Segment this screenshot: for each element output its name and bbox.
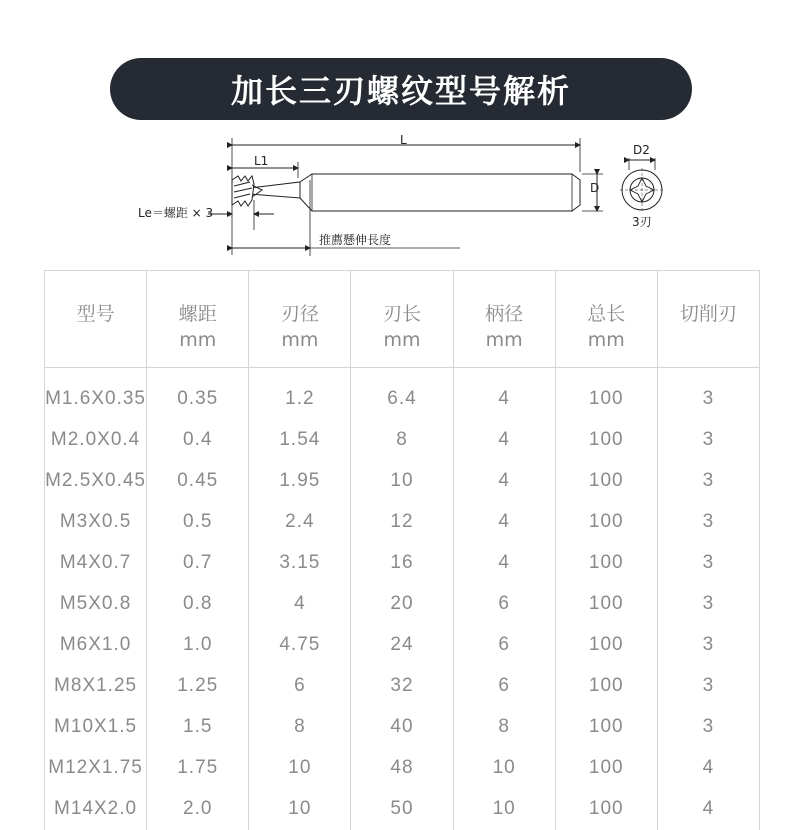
cell-model: M2.5X0.45 xyxy=(45,461,147,502)
cell-overall-length: 100 xyxy=(555,625,657,666)
cell-cutting-length: 20 xyxy=(351,584,453,625)
cell-flutes: 3 xyxy=(657,625,759,666)
cell-cutting-diameter: 1.54 xyxy=(249,420,351,461)
cell-overall-length: 100 xyxy=(555,707,657,748)
cell-cutting-diameter: 2.4 xyxy=(249,502,351,543)
cell-shank-diameter: 4 xyxy=(453,368,555,420)
cell-cutting-length: 16 xyxy=(351,543,453,584)
cell-pitch: 0.35 xyxy=(147,368,249,420)
thread-head-icon xyxy=(232,176,262,206)
cell-pitch: 0.7 xyxy=(147,543,249,584)
cell-shank-diameter: 4 xyxy=(453,420,555,461)
label-flute-count: 3刃 xyxy=(632,216,652,228)
cell-flutes: 3 xyxy=(657,368,759,420)
cell-overall-length: 100 xyxy=(555,748,657,789)
label-shank-diameter: D xyxy=(590,182,599,194)
cell-cutting-length: 32 xyxy=(351,666,453,707)
cell-pitch: 0.5 xyxy=(147,502,249,543)
cell-cutting-diameter: 4 xyxy=(249,584,351,625)
page-title: 加长三刃螺纹型号解析 xyxy=(231,66,571,112)
cell-cutting-length: 48 xyxy=(351,748,453,789)
table-row xyxy=(45,666,760,707)
cell-model: M8X1.25 xyxy=(45,666,147,707)
cell-pitch: 0.8 xyxy=(147,584,249,625)
table-row xyxy=(45,625,760,666)
cell-cutting-diameter: 1.95 xyxy=(249,461,351,502)
label-recommended-reach: 推薦懸伸長度 xyxy=(319,234,391,246)
cell-flutes: 3 xyxy=(657,543,759,584)
table-row xyxy=(45,543,760,584)
cell-flutes: 3 xyxy=(657,707,759,748)
table-row xyxy=(45,789,760,830)
table-row xyxy=(45,502,760,543)
cell-overall-length: 100 xyxy=(555,666,657,707)
col-header-cutting-diameter: 刃径 mm xyxy=(249,271,351,368)
cell-shank-diameter: 4 xyxy=(453,502,555,543)
col-header-shank-diameter: 柄径 mm xyxy=(453,271,555,368)
col-header-model: 型号 xyxy=(45,271,147,368)
cell-pitch: 1.5 xyxy=(147,707,249,748)
cell-flutes: 3 xyxy=(657,461,759,502)
cell-cutting-diameter: 10 xyxy=(249,748,351,789)
cell-overall-length: 100 xyxy=(555,584,657,625)
col-header-overall-length: 总长 mm xyxy=(555,271,657,368)
cell-model: M3X0.5 xyxy=(45,502,147,543)
cell-cutting-length: 40 xyxy=(351,707,453,748)
label-overall-length: L xyxy=(400,134,407,146)
cell-model: M14X2.0 xyxy=(45,789,147,830)
cell-flutes: 3 xyxy=(657,584,759,625)
cell-flutes: 3 xyxy=(657,420,759,461)
cell-cutting-length: 6.4 xyxy=(351,368,453,420)
cell-cutting-diameter: 8 xyxy=(249,707,351,748)
table-body xyxy=(45,368,760,830)
cell-model: M2.0X0.4 xyxy=(45,420,147,461)
cell-overall-length: 100 xyxy=(555,420,657,461)
cell-cutting-diameter: 4.75 xyxy=(249,625,351,666)
label-flute-length: L1 xyxy=(254,155,268,167)
cell-pitch: 1.75 xyxy=(147,748,249,789)
cell-shank-diameter: 4 xyxy=(453,543,555,584)
cell-shank-diameter: 6 xyxy=(453,584,555,625)
cell-cutting-length: 8 xyxy=(351,420,453,461)
cell-shank-diameter: 6 xyxy=(453,625,555,666)
cell-cutting-length: 12 xyxy=(351,502,453,543)
cell-shank-diameter: 8 xyxy=(453,707,555,748)
cell-pitch: 0.45 xyxy=(147,461,249,502)
cell-pitch: 2.0 xyxy=(147,789,249,830)
cell-model: M1.6X0.35 xyxy=(45,368,147,420)
spec-table xyxy=(44,270,760,830)
cell-cutting-length: 24 xyxy=(351,625,453,666)
end-view-icon xyxy=(620,158,664,212)
cell-cutting-diameter: 6 xyxy=(249,666,351,707)
table-row xyxy=(45,461,760,502)
cell-model: M10X1.5 xyxy=(45,707,147,748)
cell-cutting-diameter: 3.15 xyxy=(249,543,351,584)
cell-shank-diameter: 10 xyxy=(453,748,555,789)
cell-overall-length: 100 xyxy=(555,461,657,502)
table-row xyxy=(45,420,760,461)
cell-shank-diameter: 6 xyxy=(453,666,555,707)
cell-pitch: 0.4 xyxy=(147,420,249,461)
cell-overall-length: 100 xyxy=(555,543,657,584)
cell-flutes: 3 xyxy=(657,502,759,543)
cell-flutes: 4 xyxy=(657,748,759,789)
col-header-pitch: 螺距 mm xyxy=(147,271,249,368)
col-header-flutes: 切削刃 xyxy=(657,271,759,368)
cell-flutes: 3 xyxy=(657,666,759,707)
cell-model: M12X1.75 xyxy=(45,748,147,789)
col-header-cutting-length: 刃长 mm xyxy=(351,271,453,368)
table-row xyxy=(45,368,760,420)
table-row xyxy=(45,707,760,748)
cell-model: M6X1.0 xyxy=(45,625,147,666)
title-banner xyxy=(110,58,692,120)
table-row xyxy=(45,584,760,625)
label-cutting-diameter: D2 xyxy=(633,144,650,156)
cell-model: M4X0.7 xyxy=(45,543,147,584)
cell-overall-length: 100 xyxy=(555,368,657,420)
table-header-row xyxy=(45,271,760,368)
cell-pitch: 1.0 xyxy=(147,625,249,666)
cell-model: M5X0.8 xyxy=(45,584,147,625)
cell-pitch: 1.25 xyxy=(147,666,249,707)
cell-cutting-length: 50 xyxy=(351,789,453,830)
cell-shank-diameter: 10 xyxy=(453,789,555,830)
cell-cutting-diameter: 10 xyxy=(249,789,351,830)
cell-cutting-diameter: 1.2 xyxy=(249,368,351,420)
cell-overall-length: 100 xyxy=(555,502,657,543)
cell-flutes: 4 xyxy=(657,789,759,830)
cell-overall-length: 100 xyxy=(555,789,657,830)
table-row xyxy=(45,748,760,789)
cell-shank-diameter: 4 xyxy=(453,461,555,502)
label-le: Le＝螺距 × 3 xyxy=(138,207,213,219)
cell-cutting-length: 10 xyxy=(351,461,453,502)
